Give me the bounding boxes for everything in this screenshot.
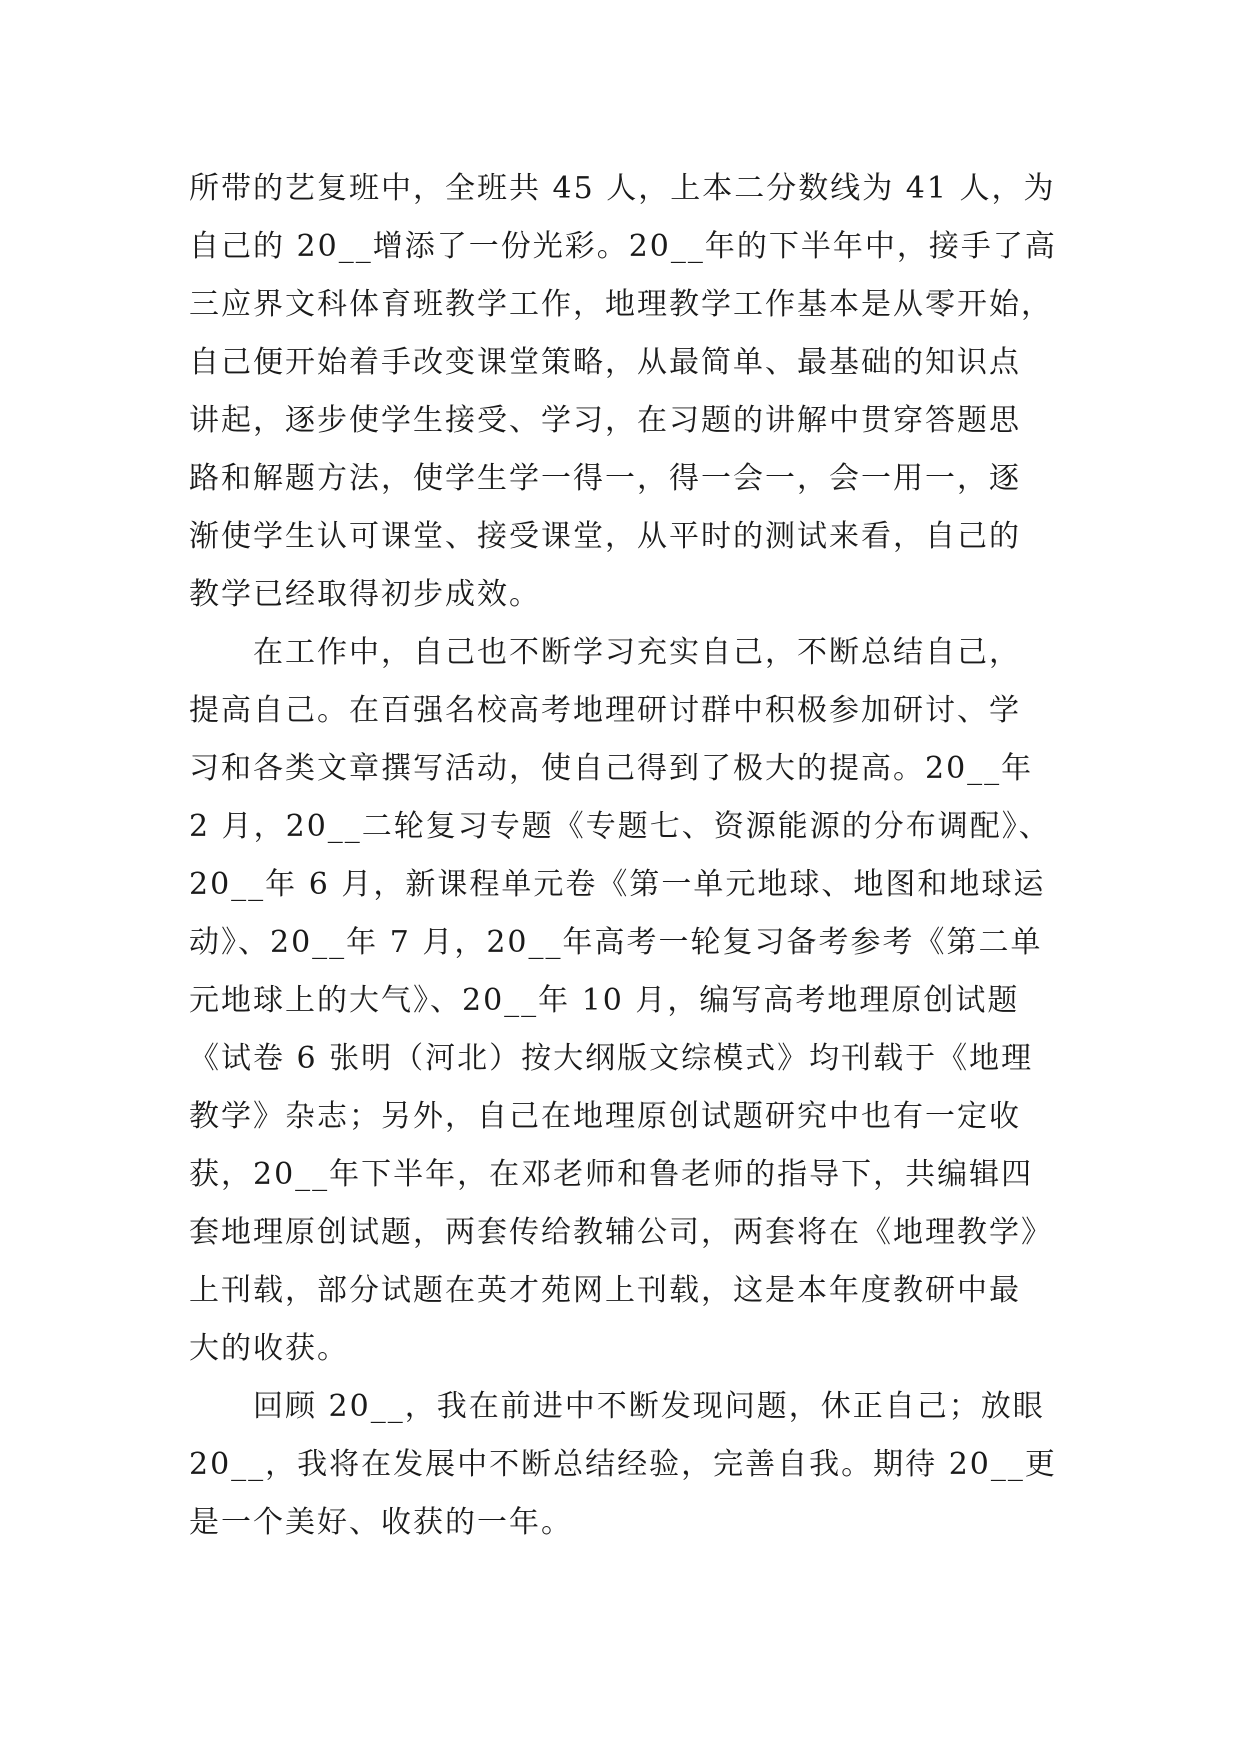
text-line: 渐使学生认可课堂、接受课堂，从平时的测试来看，自己的 <box>189 519 1021 554</box>
text-line: 套地理原创试题，两套传给教辅公司，两套将在《地理教学》 <box>189 1215 1053 1250</box>
text-line: 自己便开始着手改变课堂策略，从最简单、最基础的知识点 <box>189 345 1021 380</box>
text-line: 动》、20__年 7 月，20__年高考一轮复习备考参考《第二单 <box>189 925 1043 960</box>
text-line: 路和解题方法，使学生学一得一，得一会一，会一用一，逐 <box>189 461 1021 496</box>
text-line: 2 月，20__二轮复习专题《专题七、资源能源的分布调配》、 <box>189 809 1051 844</box>
text-line: 三应界文科体育班教学工作，地理教学工作基本是从零开始， <box>189 287 1053 322</box>
text-line: 教学已经取得初步成效。 <box>189 577 541 612</box>
text-line: 回顾 20__，我在前进中不断发现问题，休正自己；放眼 <box>189 1389 1045 1424</box>
paragraph-2 <box>189 624 1089 1378</box>
text-line: 自己的 20__增添了一份光彩。20__年的下半年中，接手了高 <box>189 229 1057 264</box>
text-line: 讲起，逐步使学生接受、学习，在习题的讲解中贯穿答题思 <box>189 403 1021 438</box>
text-line: 教学》杂志；另外，自己在地理原创试题研究中也有一定收 <box>189 1099 1021 1134</box>
text-line: 习和各类文章撰写活动，使自己得到了极大的提高。20__年 <box>189 751 1034 786</box>
text-line: 所带的艺复班中，全班共 45 人，上本二分数线为 41 人，为 <box>189 171 1056 206</box>
text-line: 大的收获。 <box>189 1331 349 1366</box>
text-line: 《试卷 6 张明（河北）按大纲版文综模式》均刊载于《地理 <box>189 1041 1034 1076</box>
text-line: 元地球上的大气》、20__年 10 月，编写高考地理原创试题 <box>189 983 1020 1018</box>
body-text <box>189 160 1089 1552</box>
text-line: 获，20__年下半年，在邓老师和鲁老师的指导下，共编辑四 <box>189 1157 1034 1192</box>
text-line: 在工作中，自己也不断学习充实自己，不断总结自己， <box>189 635 1021 670</box>
text-line: 20__，我将在发展中不断总结经验，完善自我。期待 20__更 <box>189 1447 1057 1482</box>
paragraph-1 <box>189 160 1089 624</box>
text-line: 是一个美好、收获的一年。 <box>189 1505 573 1540</box>
text-line: 20__年 6 月，新课程单元卷《第一单元地球、地图和地球运 <box>189 867 1046 902</box>
text-line: 提高自己。在百强名校高考地理研讨群中积极参加研讨、学 <box>189 693 1021 728</box>
text-line: 上刊载，部分试题在英才苑网上刊载，这是本年度教研中最 <box>189 1273 1021 1308</box>
paragraph-3 <box>189 1378 1089 1552</box>
